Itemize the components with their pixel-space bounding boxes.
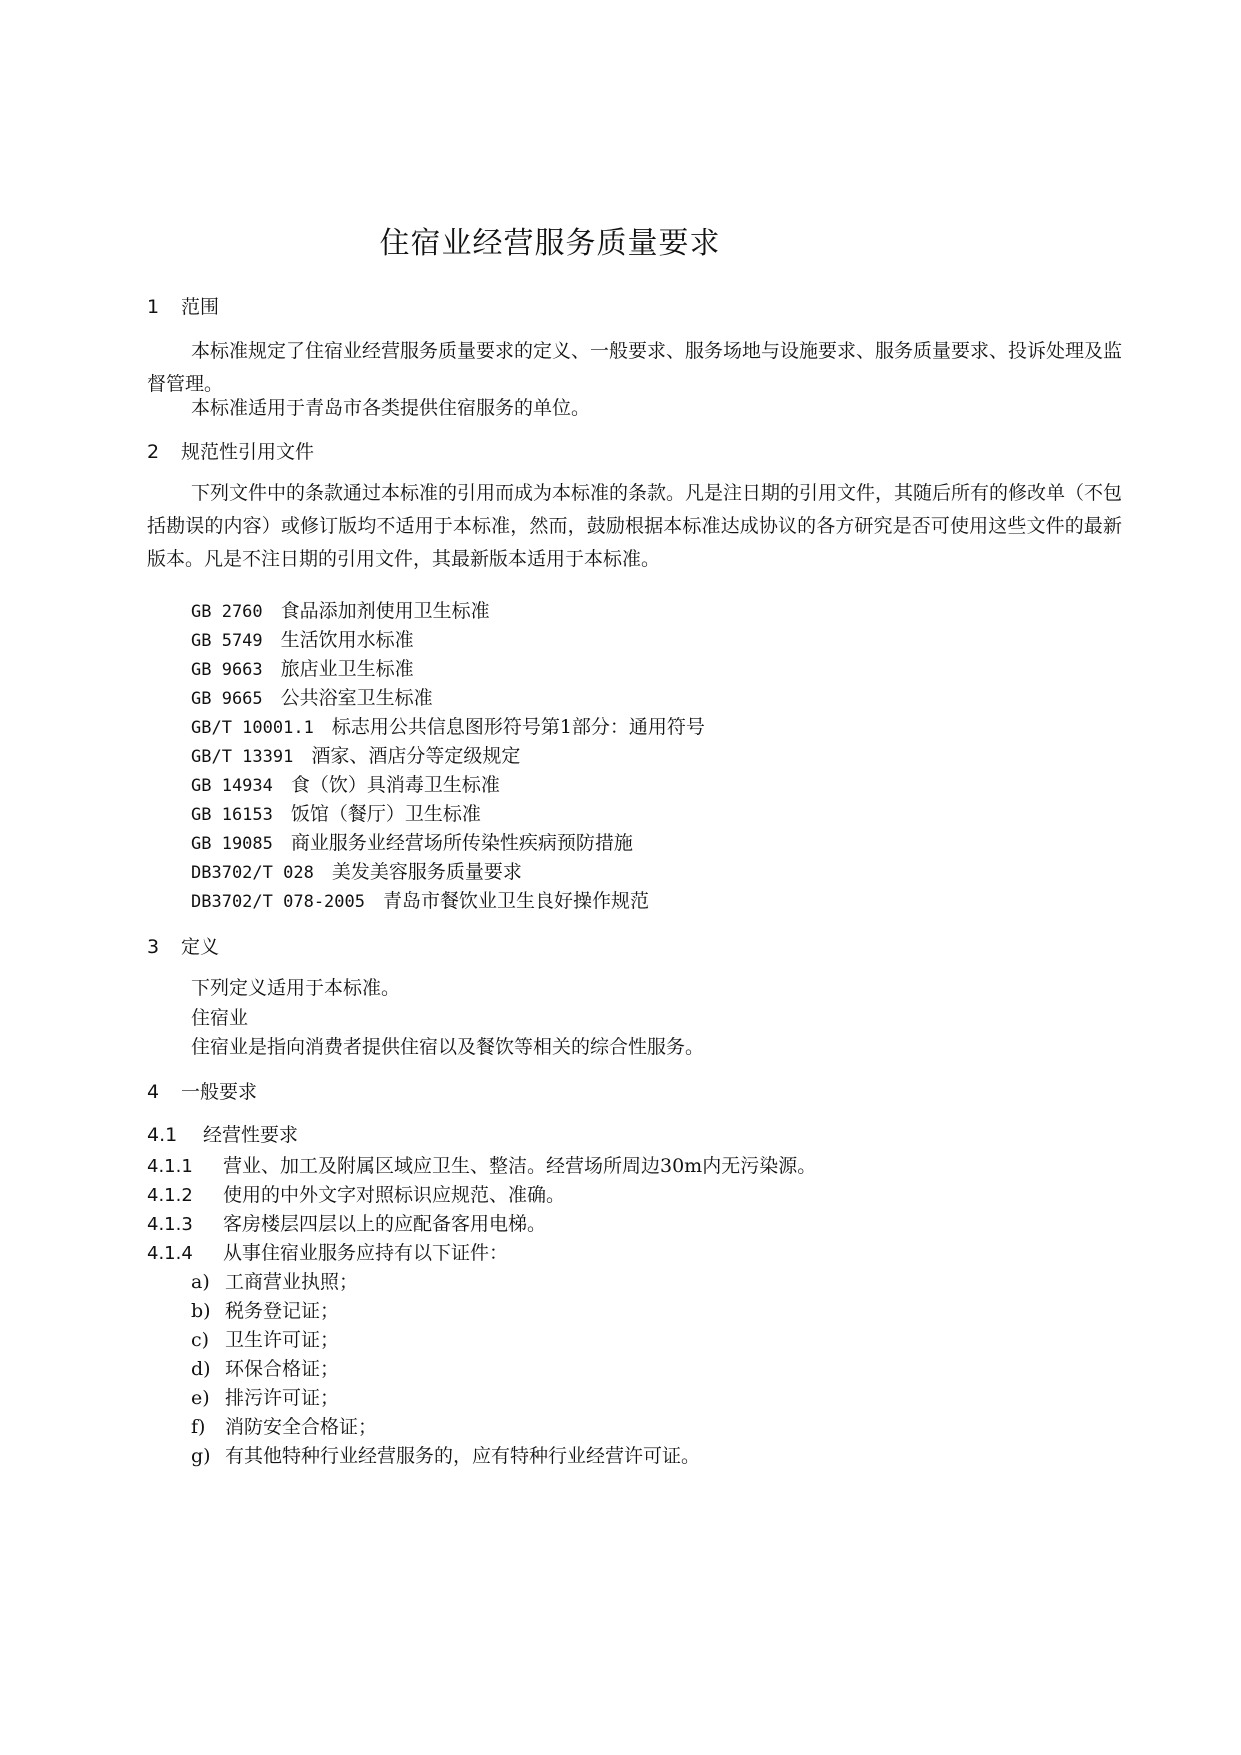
reference-item [191, 625, 414, 652]
reference-name: 生活饮用水标准 [280, 629, 414, 651]
reference-code: GB 2760 [191, 602, 263, 622]
clause-number: 4.1.4 [147, 1243, 193, 1264]
list-text: 工商营业执照； [225, 1271, 359, 1293]
subsection-title: 经营性要求 [203, 1124, 299, 1146]
reference-name: 食品添加剂使用卫生标准 [280, 600, 490, 622]
clause-number: 4.1.1 [147, 1156, 193, 1177]
clause [147, 1209, 546, 1236]
list-text: 税务登记证； [225, 1300, 340, 1322]
section-2-paragraph: 下列文件中的条款通过本标准的引用而成为本标准的条款。凡是注日期的引用文件，其随后所有的修改单（不包括勘误的内容）或修订版均不适用于本标准，然而，鼓励根据本标准达成协议的各方研究是否可使用这些文件的最新版本。凡是不注日期的引用文件，其最新版本适用于本标准。 [147, 482, 1123, 570]
clause [147, 1151, 816, 1178]
list-marker: b) [191, 1300, 211, 1322]
section-1-paragraph-2: 本标准适用于青岛市各类提供住宿服务的单位。 [191, 397, 591, 419]
list-item [191, 1325, 339, 1352]
section-title: 范围 [181, 296, 220, 318]
reference-code: GB/T 13391 [191, 747, 294, 767]
list-marker: c) [191, 1329, 210, 1351]
list-text: 卫生许可证； [225, 1329, 340, 1351]
list-marker: d) [191, 1358, 211, 1380]
clause-number: 4.1.3 [147, 1214, 193, 1235]
reference-item [191, 770, 500, 797]
clause-text: 使用的中外文字对照标识应规范、准确。 [223, 1184, 566, 1206]
list-text: 环保合格证； [225, 1358, 340, 1380]
reference-name: 标志用公共信息图形符号第1部分：通用符号 [331, 716, 705, 738]
reference-item [191, 712, 705, 739]
section-2-heading [147, 437, 314, 464]
reference-name: 美发美容服务质量要求 [331, 861, 522, 883]
reference-item [191, 828, 633, 855]
reference-name: 公共浴室卫生标准 [280, 687, 433, 709]
reference-code: GB 19085 [191, 834, 273, 854]
list-item [191, 1383, 339, 1410]
clause-text: 客房楼层四层以上的应配备客用电梯。 [223, 1213, 547, 1235]
clause [147, 1238, 508, 1265]
section-number: 1 [147, 296, 160, 318]
document-title: 住宿业经营服务质量要求 [379, 226, 721, 261]
reference-item [191, 857, 522, 884]
reference-item [191, 683, 433, 710]
reference-item [191, 654, 414, 681]
clause [147, 1180, 565, 1207]
term-definition: 住宿业是指向消费者提供住宿以及餐饮等相关的综合性服务。 [191, 1036, 705, 1058]
list-marker: g) [191, 1445, 211, 1467]
reference-name: 旅店业卫生标准 [280, 658, 414, 680]
clause-text: 从事住宿业服务应持有以下证件： [223, 1242, 509, 1264]
reference-code: DB3702/T 078-2005 [191, 892, 365, 912]
section-number: 2 [147, 441, 160, 463]
reference-item [191, 886, 649, 913]
reference-name: 酒家、酒店分等定级规定 [311, 745, 521, 767]
section-4-heading [147, 1077, 257, 1104]
reference-item [191, 799, 481, 826]
list-item [191, 1354, 339, 1381]
reference-name: 青岛市餐饮业卫生良好操作规范 [383, 890, 650, 912]
list-marker: e) [191, 1387, 210, 1409]
list-marker: a) [191, 1271, 210, 1293]
reference-item [191, 596, 490, 623]
list-text: 消防安全合格证； [225, 1416, 378, 1438]
definition-intro: 下列定义适用于本标准。 [191, 977, 401, 999]
reference-code: DB3702/T 028 [191, 863, 314, 883]
list-text: 排污许可证； [225, 1387, 340, 1409]
subsection-number: 4.1 [147, 1124, 178, 1146]
section-title: 一般要求 [181, 1081, 258, 1103]
clause-text: 营业、加工及附属区域应卫生、整洁。经营场所周边30m内无污染源。 [223, 1155, 817, 1177]
section-number: 3 [147, 936, 160, 958]
reference-code: GB/T 10001.1 [191, 718, 314, 738]
reference-code: GB 16153 [191, 805, 273, 825]
list-item [191, 1267, 358, 1294]
subsection-4-1-heading [147, 1120, 298, 1147]
reference-name: 饭馆（餐厅）卫生标准 [290, 803, 481, 825]
clause-number: 4.1.2 [147, 1185, 193, 1206]
section-title: 定义 [181, 936, 220, 958]
list-item [191, 1412, 377, 1439]
reference-code: GB 5749 [191, 631, 263, 651]
section-1-paragraph-1: 本标准规定了住宿业经营服务质量要求的定义、一般要求、服务场地与设施要求、服务质量要求、投诉处理及监督管理。 [147, 340, 1123, 395]
list-text: 有其他特种行业经营服务的，应有特种行业经营许可证。 [225, 1445, 701, 1467]
section-title: 规范性引用文件 [181, 441, 315, 463]
section-number: 4 [147, 1081, 160, 1103]
reference-name: 食（饮）具消毒卫生标准 [290, 774, 500, 796]
list-item [191, 1296, 339, 1323]
reference-item [191, 741, 520, 768]
section-3-heading [147, 932, 219, 959]
reference-code: GB 9665 [191, 689, 263, 709]
reference-code: GB 9663 [191, 660, 263, 680]
list-marker: f) [191, 1416, 206, 1438]
defined-term: 住宿业 [191, 1007, 249, 1029]
reference-name: 商业服务业经营场所传染性疾病预防措施 [290, 832, 633, 854]
list-item [191, 1441, 700, 1468]
reference-code: GB 14934 [191, 776, 273, 796]
section-1-heading [147, 292, 219, 319]
